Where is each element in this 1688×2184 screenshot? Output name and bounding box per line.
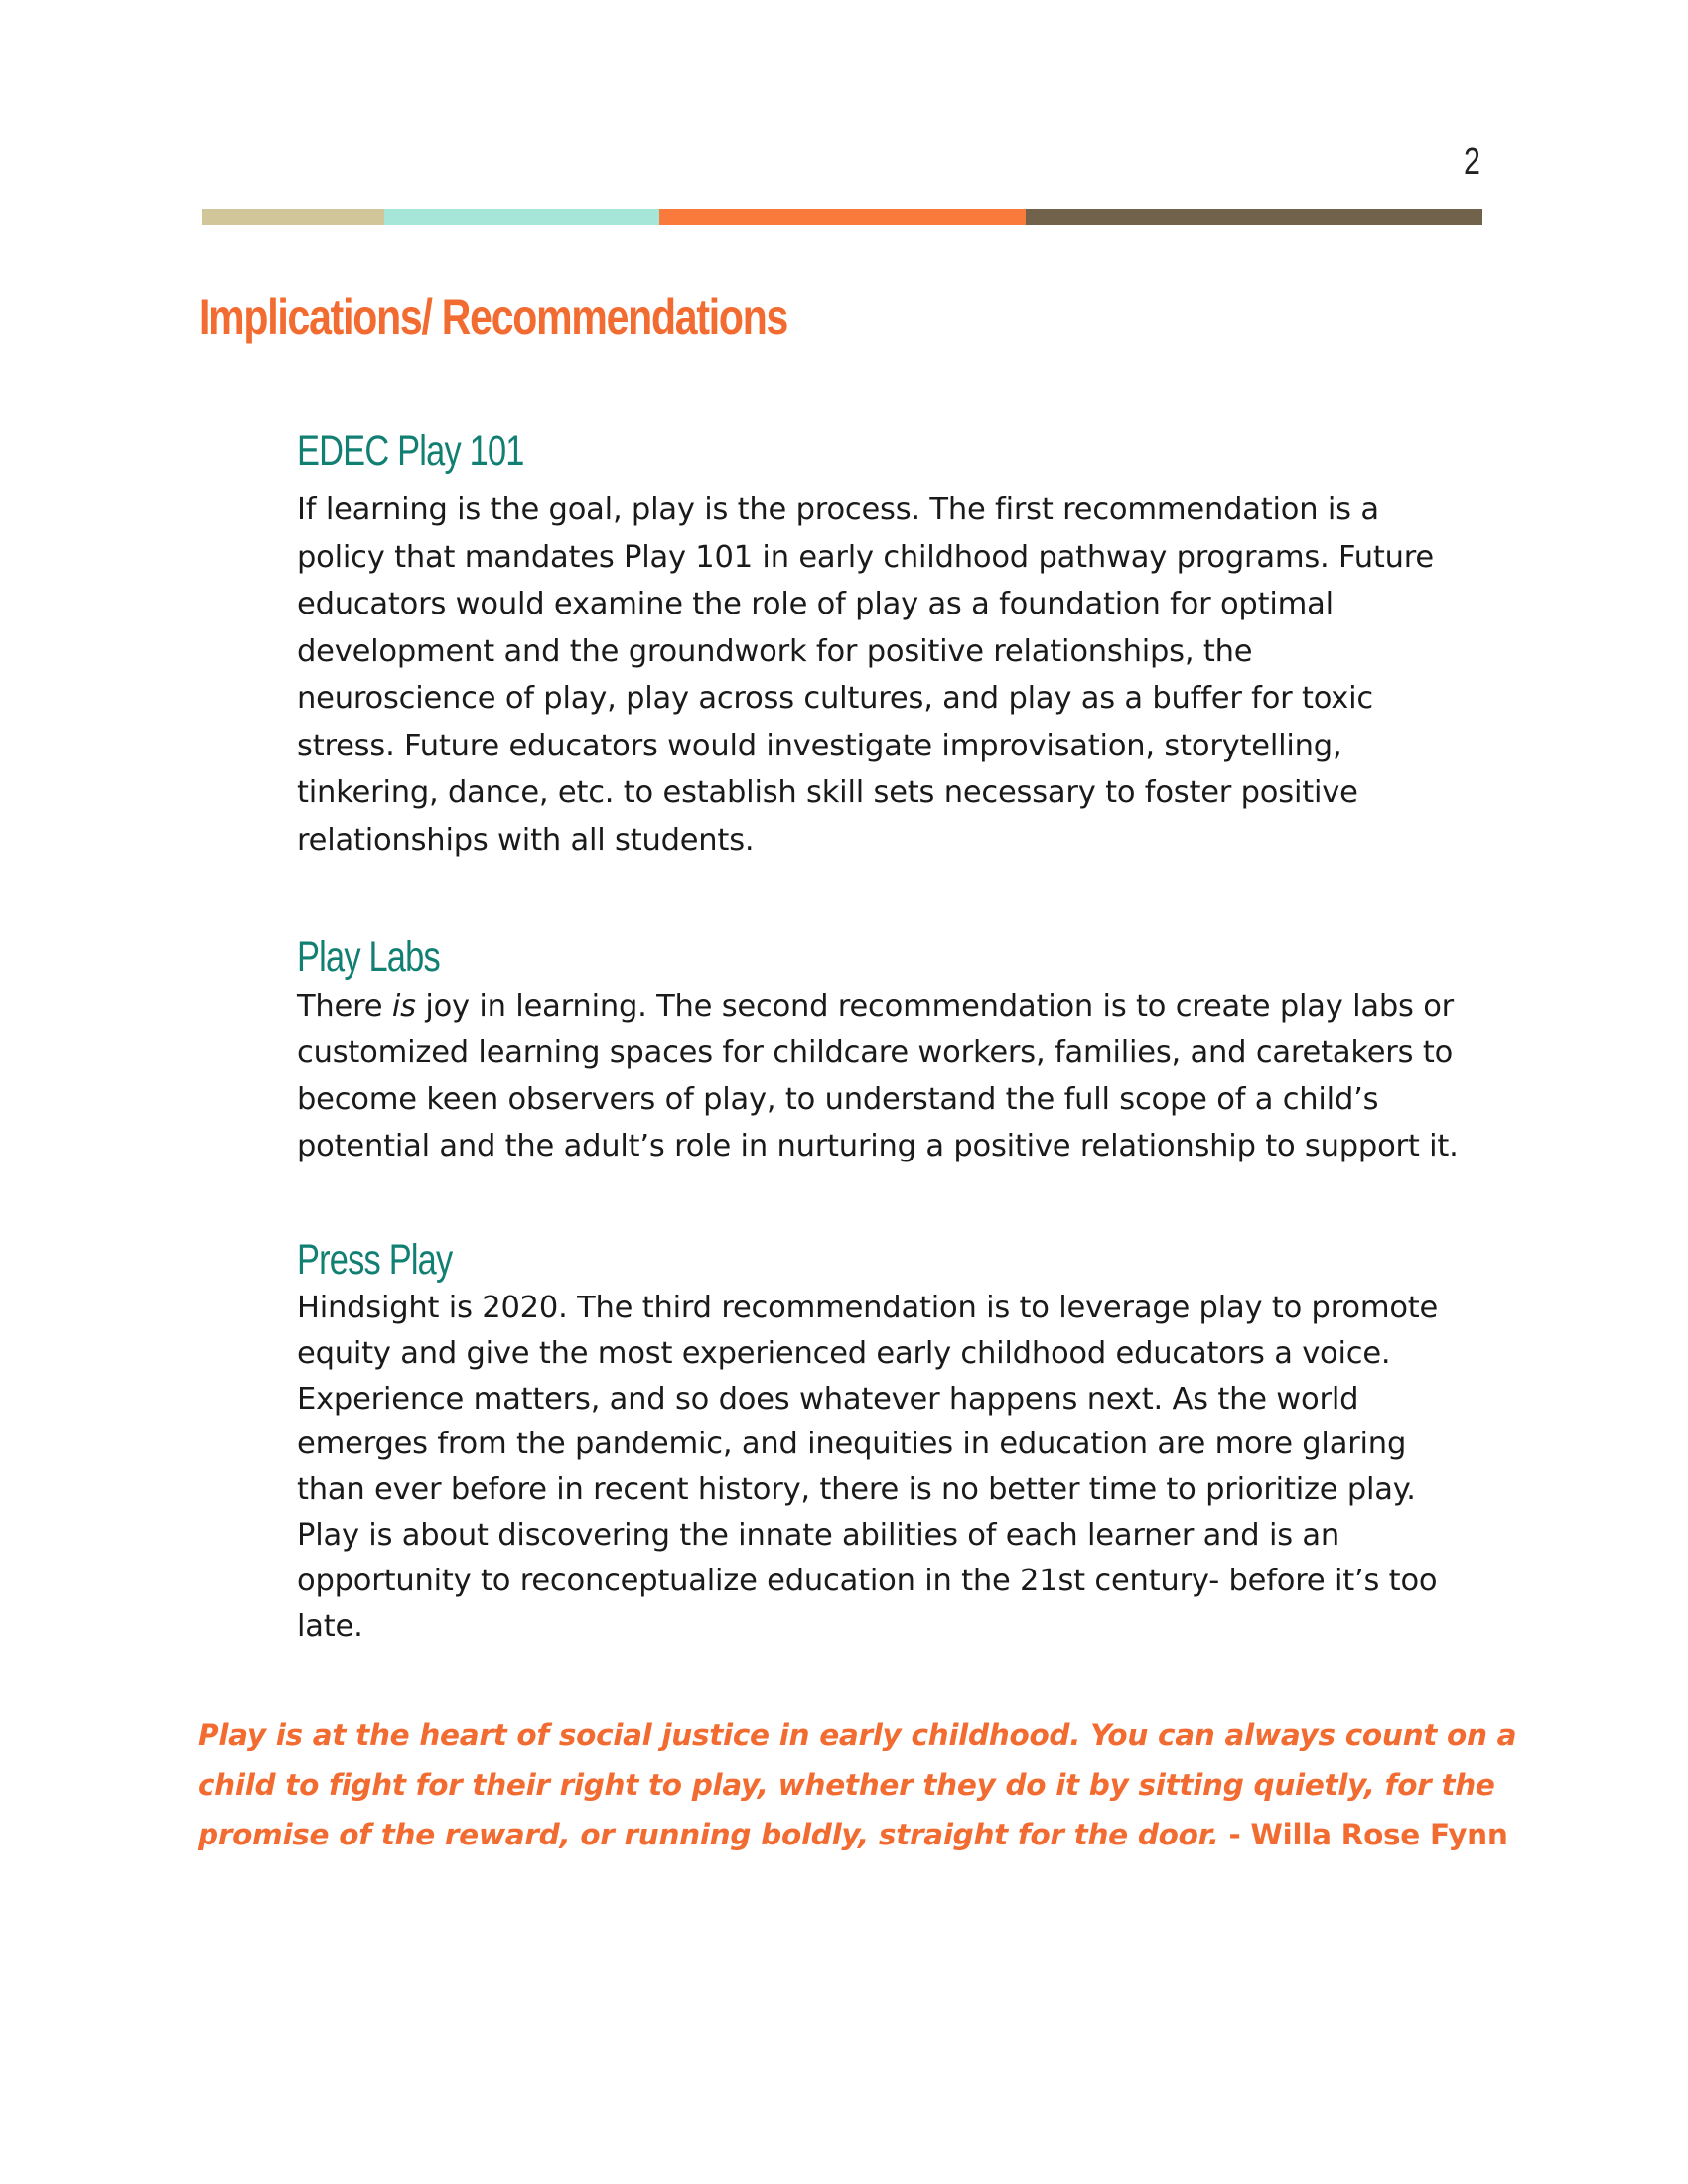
- body-line: Hindsight is 2020. The third recommendation is to leverage play to promote: [297, 1291, 1439, 1325]
- body-line: relationships with all students.: [297, 822, 755, 858]
- body-line: customized learning spaces for childcare workers, families, and caretakers to: [297, 1035, 1454, 1070]
- body-line: late.: [297, 1608, 363, 1644]
- body-line: become keen observers of play, to understand the full scope of a child’s: [297, 1082, 1379, 1117]
- emphasis-text: is: [391, 989, 416, 1024]
- page-number: 2: [1463, 141, 1479, 183]
- color-bar-segment-orange: [659, 209, 1026, 225]
- quote-line: Play is at the heart of social justice in early childhood. You can always count on a: [198, 1718, 1517, 1752]
- body-line: [297, 983, 1488, 1029]
- decorative-color-bar: [202, 209, 1482, 225]
- section-body: [297, 1286, 1488, 1649]
- body-line: tinkering, dance, etc. to establish skill sets necessary to foster positive: [297, 775, 1358, 810]
- body-line: equity and give the most experienced early childhood educators a voice.: [297, 1335, 1391, 1371]
- body-text: joy in learning. The second recommendation is to create play labs or: [415, 989, 1455, 1024]
- body-line: If learning is the goal, play is the process. The first recommendation is a: [297, 492, 1379, 527]
- quote-line: [198, 1810, 1508, 1859]
- color-bar-segment-brown: [1026, 209, 1482, 225]
- body-line: emerges from the pandemic, and inequities in education are more glaring: [297, 1427, 1407, 1462]
- body-text: There: [297, 989, 392, 1024]
- body-line: policy that mandates Play 101 in early childhood pathway programs. Future: [297, 539, 1434, 575]
- section-heading: EDEC Play 101: [297, 427, 524, 475]
- body-line: Play is about discovering the innate abilities of each learner and is an: [297, 1517, 1340, 1553]
- section-press-play: [297, 1234, 1488, 1649]
- section-body: [297, 486, 1488, 864]
- quote-line: child to fight for their right to play, whether they do it by sitting quietly, for the: [198, 1768, 1495, 1802]
- body-line: than ever before in recent history, there is no better time to prioritize play.: [297, 1472, 1416, 1508]
- quote-text: promise of the reward, or running boldly, straight for the door.: [198, 1818, 1229, 1851]
- closing-quote: [198, 1710, 1517, 1859]
- section-heading: Play Labs: [297, 933, 440, 981]
- section-play-labs: [297, 931, 1488, 1169]
- color-bar-segment-tan: [202, 209, 384, 225]
- page-title: Implications/ Recommendations: [199, 289, 788, 344]
- section-heading: Press Play: [297, 1236, 453, 1284]
- section-edec-play-101: [297, 425, 1488, 864]
- quote-author: - Willa Rose Fynn: [1228, 1818, 1508, 1851]
- body-line: Experience matters, and so does whatever happens next. As the world: [297, 1381, 1359, 1417]
- body-line: potential and the adult’s role in nurturing a positive relationship to support it.: [297, 1129, 1459, 1163]
- body-line: neuroscience of play, play across cultures, and play as a buffer for toxic: [297, 681, 1373, 716]
- body-line: development and the groundwork for positive relationships, the: [297, 633, 1253, 669]
- body-line: stress. Future educators would investigate improvisation, storytelling,: [297, 728, 1342, 763]
- color-bar-segment-aqua: [384, 209, 659, 225]
- body-line: educators would examine the role of play as a foundation for optimal: [297, 587, 1334, 621]
- body-line: opportunity to reconceptualize education in the 21st century- before it’s too: [297, 1563, 1438, 1598]
- section-body: [297, 983, 1488, 1169]
